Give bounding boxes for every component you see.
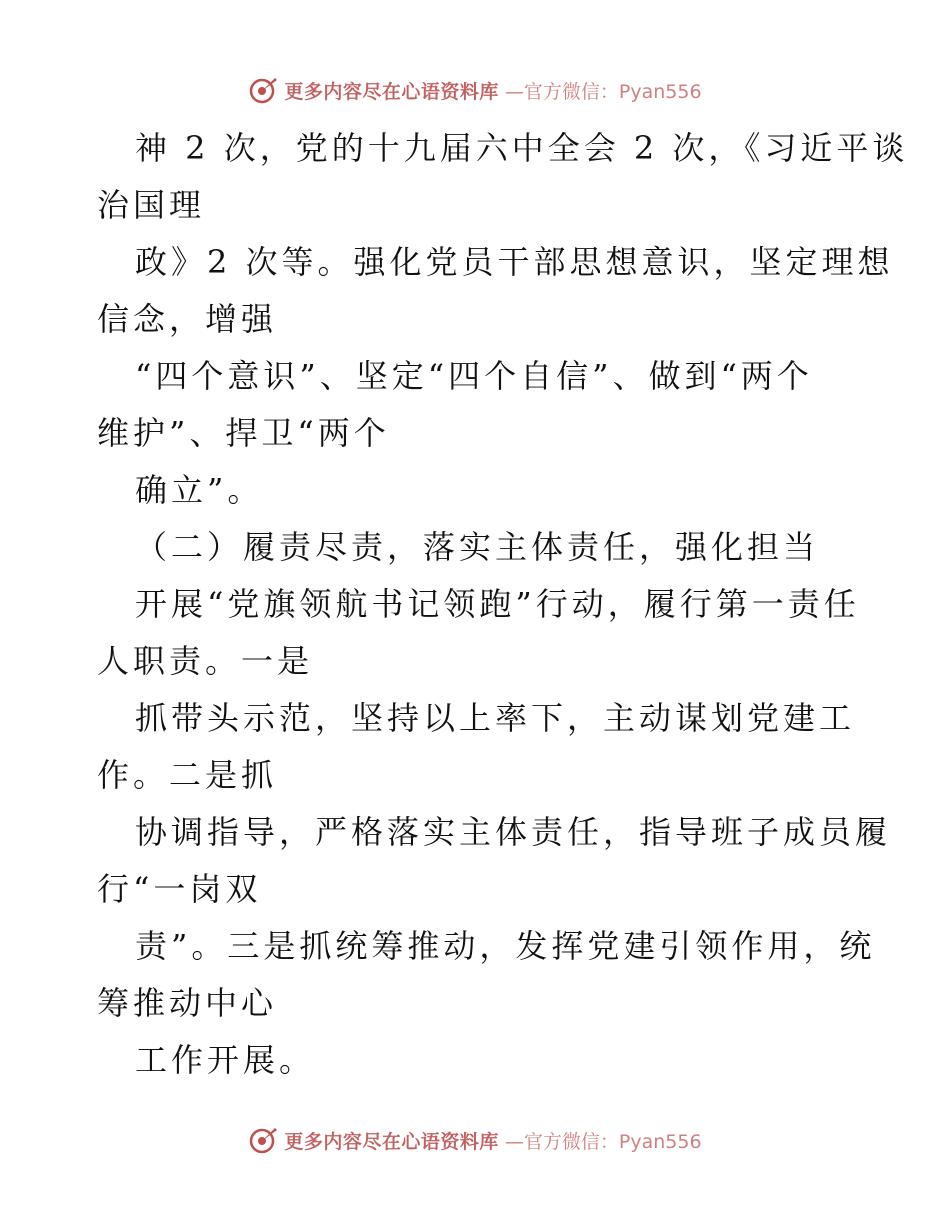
- paragraph-line: 人职责。一是: [97, 642, 314, 680]
- paragraph-line: 治国理: [97, 186, 206, 224]
- paragraph-line: 协调指导，严格落实主体责任，指导班子成员履: [135, 813, 892, 851]
- footer-watermark: [0, 1120, 950, 1160]
- header-brand-text: 更多内容尽在心语资料库: [284, 80, 499, 103]
- paragraph-line: （二）履责尽责，落实主体责任，强化担当: [135, 528, 820, 566]
- paragraph-line: 作。二是抓: [97, 756, 278, 794]
- paragraph-line: 工作开展。: [135, 1041, 316, 1079]
- paragraph: [97, 120, 909, 234]
- paragraph-line: 责”。三是抓统筹推动，发挥党建引领作用，统: [135, 927, 876, 965]
- header-watermark: [0, 70, 950, 110]
- paragraph-line: 政》2 次等。强化党员干部思想意识，坚定理想: [135, 243, 894, 281]
- paragraph: [97, 234, 894, 348]
- paragraph: [97, 918, 877, 1032]
- paragraph: [97, 576, 877, 690]
- paragraph-line: 抓带头示范，坚持以上率下，主动谋划党建工: [135, 699, 856, 737]
- footer-brand-text: 更多内容尽在心语资料库: [284, 1130, 499, 1153]
- paragraph-line: 神 2 次，党的十九届六中全会 2 次，《习近平谈: [135, 129, 909, 167]
- paragraph: [97, 1032, 877, 1089]
- footer-official-text: —官方微信：Pyan556: [504, 1130, 702, 1153]
- paragraph: [97, 348, 877, 462]
- paragraph-line: 维护”、捍卫“两个: [97, 414, 390, 452]
- paragraph-line: 开展“党旗领航书记领跑”行动，履行第一责任: [135, 585, 860, 623]
- paragraph: [97, 690, 877, 804]
- paragraph: [97, 462, 877, 519]
- paragraph-line: 行“一岗双: [97, 870, 262, 908]
- paragraph-line: 筹推动中心: [97, 984, 278, 1022]
- paragraph-line: “四个意识”、坚定“四个自信”、做到“两个: [135, 357, 813, 395]
- section-heading: [97, 519, 877, 576]
- paragraph-line: 确立”。: [135, 471, 264, 509]
- paragraph: [97, 804, 892, 918]
- quill-logo-icon: [248, 75, 278, 105]
- document-body: [97, 120, 909, 1089]
- header-official-text: —官方微信：Pyan556: [504, 80, 702, 103]
- quill-logo-icon: [248, 1125, 278, 1155]
- paragraph-line: 信念，增强: [97, 300, 278, 338]
